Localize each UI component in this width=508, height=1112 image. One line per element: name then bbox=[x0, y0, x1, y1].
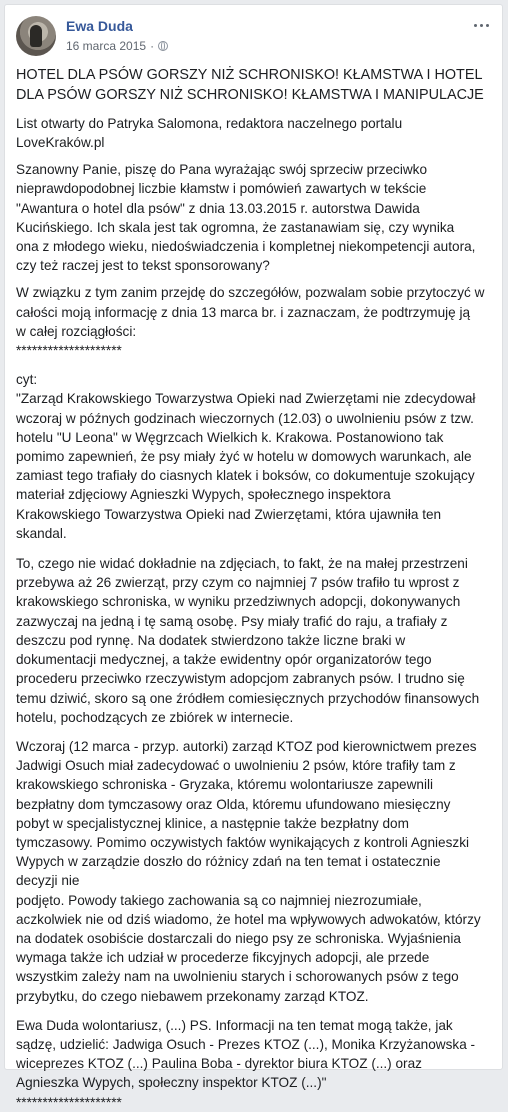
more-options-icon[interactable] bbox=[470, 17, 492, 33]
post-paragraph: To, czego nie widać dokładnie na zdjęciach, to fakt, że na małej przestrzeni przebywa aż 26 zwierząt, przy czym co najmniej 7 psów trafiło tu wprost z krakowskiego schroniska, w wyniku przedziwnych adopcji, dokonywanych zazwyczaj na jedną i tę samą osobę. Psy miały trafić do raju, a trafiały z deszczu pod rynnę. Na dodatek stwierdzono także liczne braki w dokumentacji medycznej, a także ewidentny opór organizatorów tego procederu przeciwko rzeczywistym adopcjom zabranych psów. I trudno się temu dziwić, skoro są one źródłem comiesięcznych przychodów finansowych hotelu, pochodzących ze zbiórek w internecie. bbox=[16, 556, 480, 725]
globe-icon[interactable] bbox=[158, 41, 168, 51]
post-paragraph: W związku z tym zanim przejdę do szczegółów, pozwalam sobie przytoczyć w całości moją informację z dnia 13 marca br. i zaznaczam, że podtrzymuję ją w całej rozciągłości: ******************** bbox=[16, 285, 485, 359]
post-meta bbox=[66, 39, 168, 53]
post-paragraph: cyt: "Zarząd Krakowskiego Towarzystwa Opieki nad Zwierzętami nie zdecydował wczoraj w późnych godzinach wieczornych (12.03) o uwolnieniu psów z tzw. hotelu "U Leona" w Węgrzcach Wielkich k. Krakowa. Postanowiono tak pomimo zapewnień, że psy miały żyć w hotelu w domowych warunkach, ale zamiast tego trafiały do ciasnych klatek i boksów, co dokumentuje szokujący materiał zdjęciowy Agnieszki Wypych, społecznego inspektora Krakowskiego Towarzystwa Opieki nad Zwierzętami, która ujawniła ten skandal. bbox=[16, 372, 476, 541]
meta-separator: · bbox=[150, 39, 155, 53]
post-paragraph: List otwarty do Patryka Salomona, redaktora naczelnego portalu LoveKraków.pl bbox=[16, 115, 403, 151]
post-date[interactable]: 16 marca 2015 bbox=[66, 39, 147, 53]
post-paragraph: Szanowny Panie, piszę do Pana wyrażając swój sprzeciw przeciwko nieprawdopodobnej liczbie kłamstw i pomówień zawartych w tekście "Awantura o hotel dla psów" z dnia 13.03.2015 r. autorstwa Dawida Kucińskiego. Ich skala jest tak ogromna, że zastanawiam się, czy wynika ona z młodego wieku, niedoświadczenia i kompletnej niekompetencji autora, czy też raczej jest to tekst sponsorowany? bbox=[16, 162, 476, 274]
post-header bbox=[16, 16, 492, 60]
post-title: HOTEL DLA PSÓW GORSZY NIŻ SCHRONISKO! KŁAMSTWA I HOTEL DLA PSÓW GORSZY NIŻ SCHRONISKO! KŁAMSTWA I MANIPULACJE bbox=[16, 67, 484, 104]
post-card bbox=[4, 4, 503, 1110]
avatar[interactable] bbox=[16, 16, 56, 56]
author-name[interactable]: Ewa Duda bbox=[66, 18, 133, 34]
post-paragraph: Wczoraj (12 marca - przyp. autorki) zarząd KTOZ pod kierownictwem prezes Jadwigi Osuch miał zadecydować o uwolnieniu 2 psów, które trafiły tam z krakowskiego schroniska - Gryzaka, któremu wolontariusze zapewnili bezpłatny dom tymczasowy oraz Olda, któremu ufundowano miesięczny pobyt w specjalistycznej klinice, a następnie także bezpłatny dom tymczasowy. Pomimo oczywistych faktów wynikających z kontroli Agnieszki Wypych w zarządzie doszło do różnicy zdań na ten temat i ostatecznie decyzji nie podjęto. Powody takiego zachowania są co najmniej niezrozumiałe, aczkolwiek nie od dziś wiadomo, że hotel ma wpływowych adwokatów, którzy na dodatek osobiście dostarczali do niego psy ze schroniska. Wyjaśnienia wymaga także ich udział w procederze fikcyjnych adopcji, ale przede wszystkim zależy nam na uwolnieniu starych i schorowanych psów z tego przybytku, do czego niebawem przekonamy zarząd KTOZ. bbox=[16, 738, 481, 1004]
post-body bbox=[16, 65, 494, 1112]
post-paragraph: Ewa Duda wolontariusz, (...) PS. Informacji na ten temat mogą także, jak sądzę, udzielić: Jadwiga Osuch - Prezes KTOZ (...), Monika Krzyżanowska - wiceprezes KTOZ (...) Paulina Boba - dyrektor biura KTOZ (...) oraz Agnieszka Wypych, społeczny inspektor KTOZ (...)" ******************** bbox=[16, 1017, 476, 1110]
